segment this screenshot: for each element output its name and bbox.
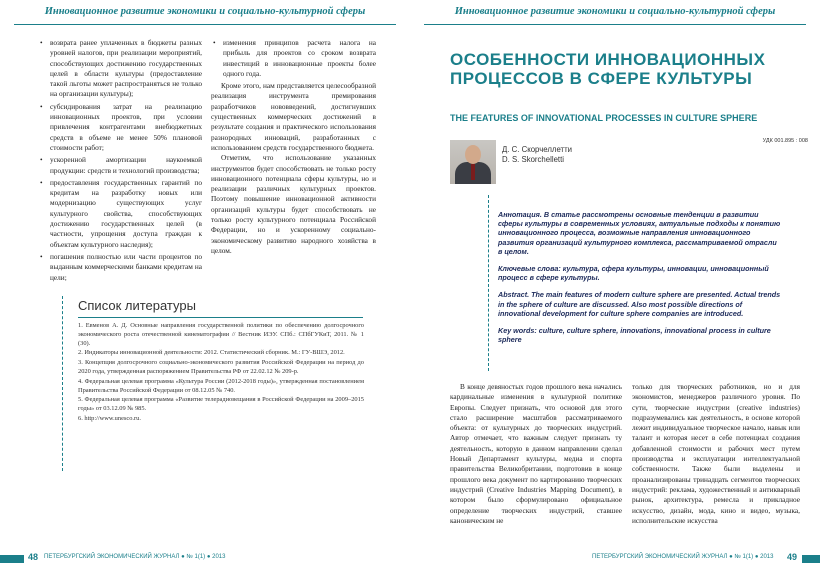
- right-footer: [410, 552, 820, 566]
- footer-bar: [802, 555, 820, 563]
- left-header-title: Инновационное развитие экономики и социально-культурной сферы: [44, 6, 366, 17]
- authors: [502, 145, 572, 165]
- footer-bar: [0, 555, 24, 563]
- reference-item: 1. Евменов А. Д. Основные направления государственной политики по обеспечению долгосрочного экономического роста отечественной кинематографии // Вестник ИЭУ. СПб.: СПбГУКиТ, 2011. № 1 (30).: [78, 322, 364, 347]
- left-column-1: [38, 38, 202, 285]
- reference-item: 6. http://www.unesco.ru.: [78, 414, 141, 422]
- paragraph: В конце девяностых годов прошлого века начались кардинальные изменения в культурной политике Европы. Следует признать, что основой для этого стало расширение масштабов рассматриваемого объекта: от культурных до творческих индустрий. Автор отмечает, что важным следует признать ту деятельность, которую в данном направлении сделал Новый Департамент культуры, медиа и спорта правительства Великобритании, подготовив в конце прошлого века документ по картированию творческих индустрий (Creative Industries Mapping Document), в котором было сформулировано официальное определение творческих индустрий, ставшее каноническим не: [450, 382, 622, 525]
- page-number: 49: [787, 552, 798, 562]
- reference-item: 2. Индикаторы инновационной деятельности: 2012. Статистический сборник. М.: ГУ-ВШЭ, 2012.: [78, 349, 345, 357]
- list-item: • возврата ранее уплаченных в бюджеты разных уровней налогов, при реализации мероприятий, способствующих достижению государственных целей в области культуры (предоставление такой льготы может распространяться не только на организации культуры);: [38, 38, 202, 100]
- body-column-2: [632, 382, 800, 526]
- right-page: [410, 0, 820, 580]
- incentive-list-cont: [211, 38, 376, 79]
- right-header-rule: [424, 24, 806, 25]
- list-item: • изменения принципов расчета налога на прибыль для проектов со сроком возврата инвестиций в инновационные проекты более одного года.: [211, 38, 376, 79]
- references-list: [78, 322, 364, 425]
- list-item: • ускоренной амортизации наукоемкой продукции: средств и технологий производства;: [38, 155, 202, 176]
- paragraph: Кроме этого, нам представляется целесообразной реализация инструмента премирования разработчиков нововведений, достигнувших существенных коммерческих достижений в результате создания и практического использования разнородных инноваций, разработанных с использованием средств государственного бюджета.: [211, 81, 376, 152]
- list-item: • погашения полностью или части процентов по выданным коммерческими банками кредитам на цели;: [38, 252, 202, 283]
- journal-name: ПЕТЕРБУРГСКИЙ ЭКОНОМИЧЕСКИЙ ЖУРНАЛ ● № 1(1) ● 2013: [592, 554, 774, 560]
- page-number: 48: [28, 552, 39, 562]
- left-header-rule: [14, 24, 396, 25]
- reference-item: 3. Концепция долгосрочного социально-экономического развития Российской Федерации на период до 2020 года, утвержденная распоряжением Правительства РФ от 22.02.12 № 209-р.: [78, 359, 364, 375]
- author-photo: [450, 140, 496, 184]
- article-title: ОСОБЕННОСТИ ИННОВАЦИОННЫХ ПРОЦЕССОВ В СФЕРЕ КУЛЬТУРЫ: [450, 50, 766, 88]
- abstract: [498, 210, 782, 352]
- references-title: Список литературы: [78, 298, 196, 313]
- abstract-en: Abstract. The main features of modern culture sphere are presented. Actual trends in the sphere of culture are discussed. Also most possible directions of innovational development for culture sphere companies are introduced.: [498, 290, 781, 318]
- list-item: • субсидирования затрат на реализацию инновационных проектов, при условии привлечения контрагентами внебюджетных средств в объеме не менее 50% плановой стоимости работ;: [38, 102, 202, 153]
- author-en: D. S. Skorchelletti: [502, 155, 564, 164]
- abstract-ru: Аннотация. В статье рассмотрены основные тенденции в развитии сферы культуры в современных условиях, актуальные подходы к понятию инновационного процесса, возможные направления инновационного развития организаций культурного комплекса, рассматриваемой отрасли в целом.: [498, 210, 781, 256]
- keywords-en: Key words: culture, culture sphere, innovations, innovational process in culture sphere: [498, 326, 771, 345]
- paragraph: Отметим, что использование указанных инструментов будет способствовать не только росту инновационного потенциала сферы культуры, но и реализации различных культурных проектов. Поэтому повышение инновационной активности организаций культуры будет способствовать не только росту культурного потенциала Российской Федерации, но и ускоренному социально-экономическому развитию народного хозяйства в целом.: [211, 153, 376, 255]
- list-item: • предоставления государственных гарантий по кредитам на разработку новых или модернизацию существующих услуг культурного свойства, способствующих достижению государственных целей (в частности, упрощения доступа граждан к объектам культурного наследия);: [38, 178, 202, 250]
- left-header: [0, 0, 410, 28]
- udk-code: УДК 001.895 : 008: [762, 138, 808, 144]
- reference-item: 4. Федеральная целевая программа «Культура России (2012-2018 годы)», утвержденная постановлением Правительства Российской Федерации от 08.12.05 № 740.: [78, 377, 364, 394]
- keywords-ru: Ключевые слова: культура, сфера культуры, инновации, инновационный процесс в сфере культуры.: [498, 264, 769, 283]
- author-ru: Д. С. Скорчеллетти: [502, 145, 573, 154]
- left-footer: [0, 552, 410, 566]
- left-column-2: [211, 38, 376, 256]
- reference-item: 5. Федеральная целевая программа «Развитие телерадиовещания в Российской Федерации на 2009–2015 годы» от 03.12.09 № 985.: [78, 396, 364, 413]
- paragraph: только для творческих работников, но и для экономистов, менеджеров различного уровня. По сути, творческие индустрии (creative industries) подразумевались как деятельность, в основе которой лежит индивидуальное творческое начало, навык или талант и которая несет в себе потенциал создания добавленной стоимости и рабочих мест путем производства и эксплуатации интеллектуальной собственности. Также были выделены и проанализированы тринадцать сегментов творческих индустрий: реклама, художественный и антикварный рынок, архитектура, ремесла и прикладное искусство, дизайн, мода, кино и видео, музыка, исполнительские искусства: [632, 382, 800, 525]
- body-column-1: [450, 382, 622, 526]
- references-rule: [78, 317, 363, 318]
- right-header-title: Инновационное развитие экономики и социально-культурной сферы: [454, 6, 776, 17]
- journal-name: ПЕТЕРБУРГСКИЙ ЭКОНОМИЧЕСКИЙ ЖУРНАЛ ● № 1(1) ● 2013: [44, 554, 226, 560]
- incentive-list: [38, 38, 202, 283]
- right-header: [410, 0, 820, 28]
- article-title-en: THE FEATURES OF INNOVATIONAL PROCESSES IN CULTURE SPHERE: [450, 113, 758, 123]
